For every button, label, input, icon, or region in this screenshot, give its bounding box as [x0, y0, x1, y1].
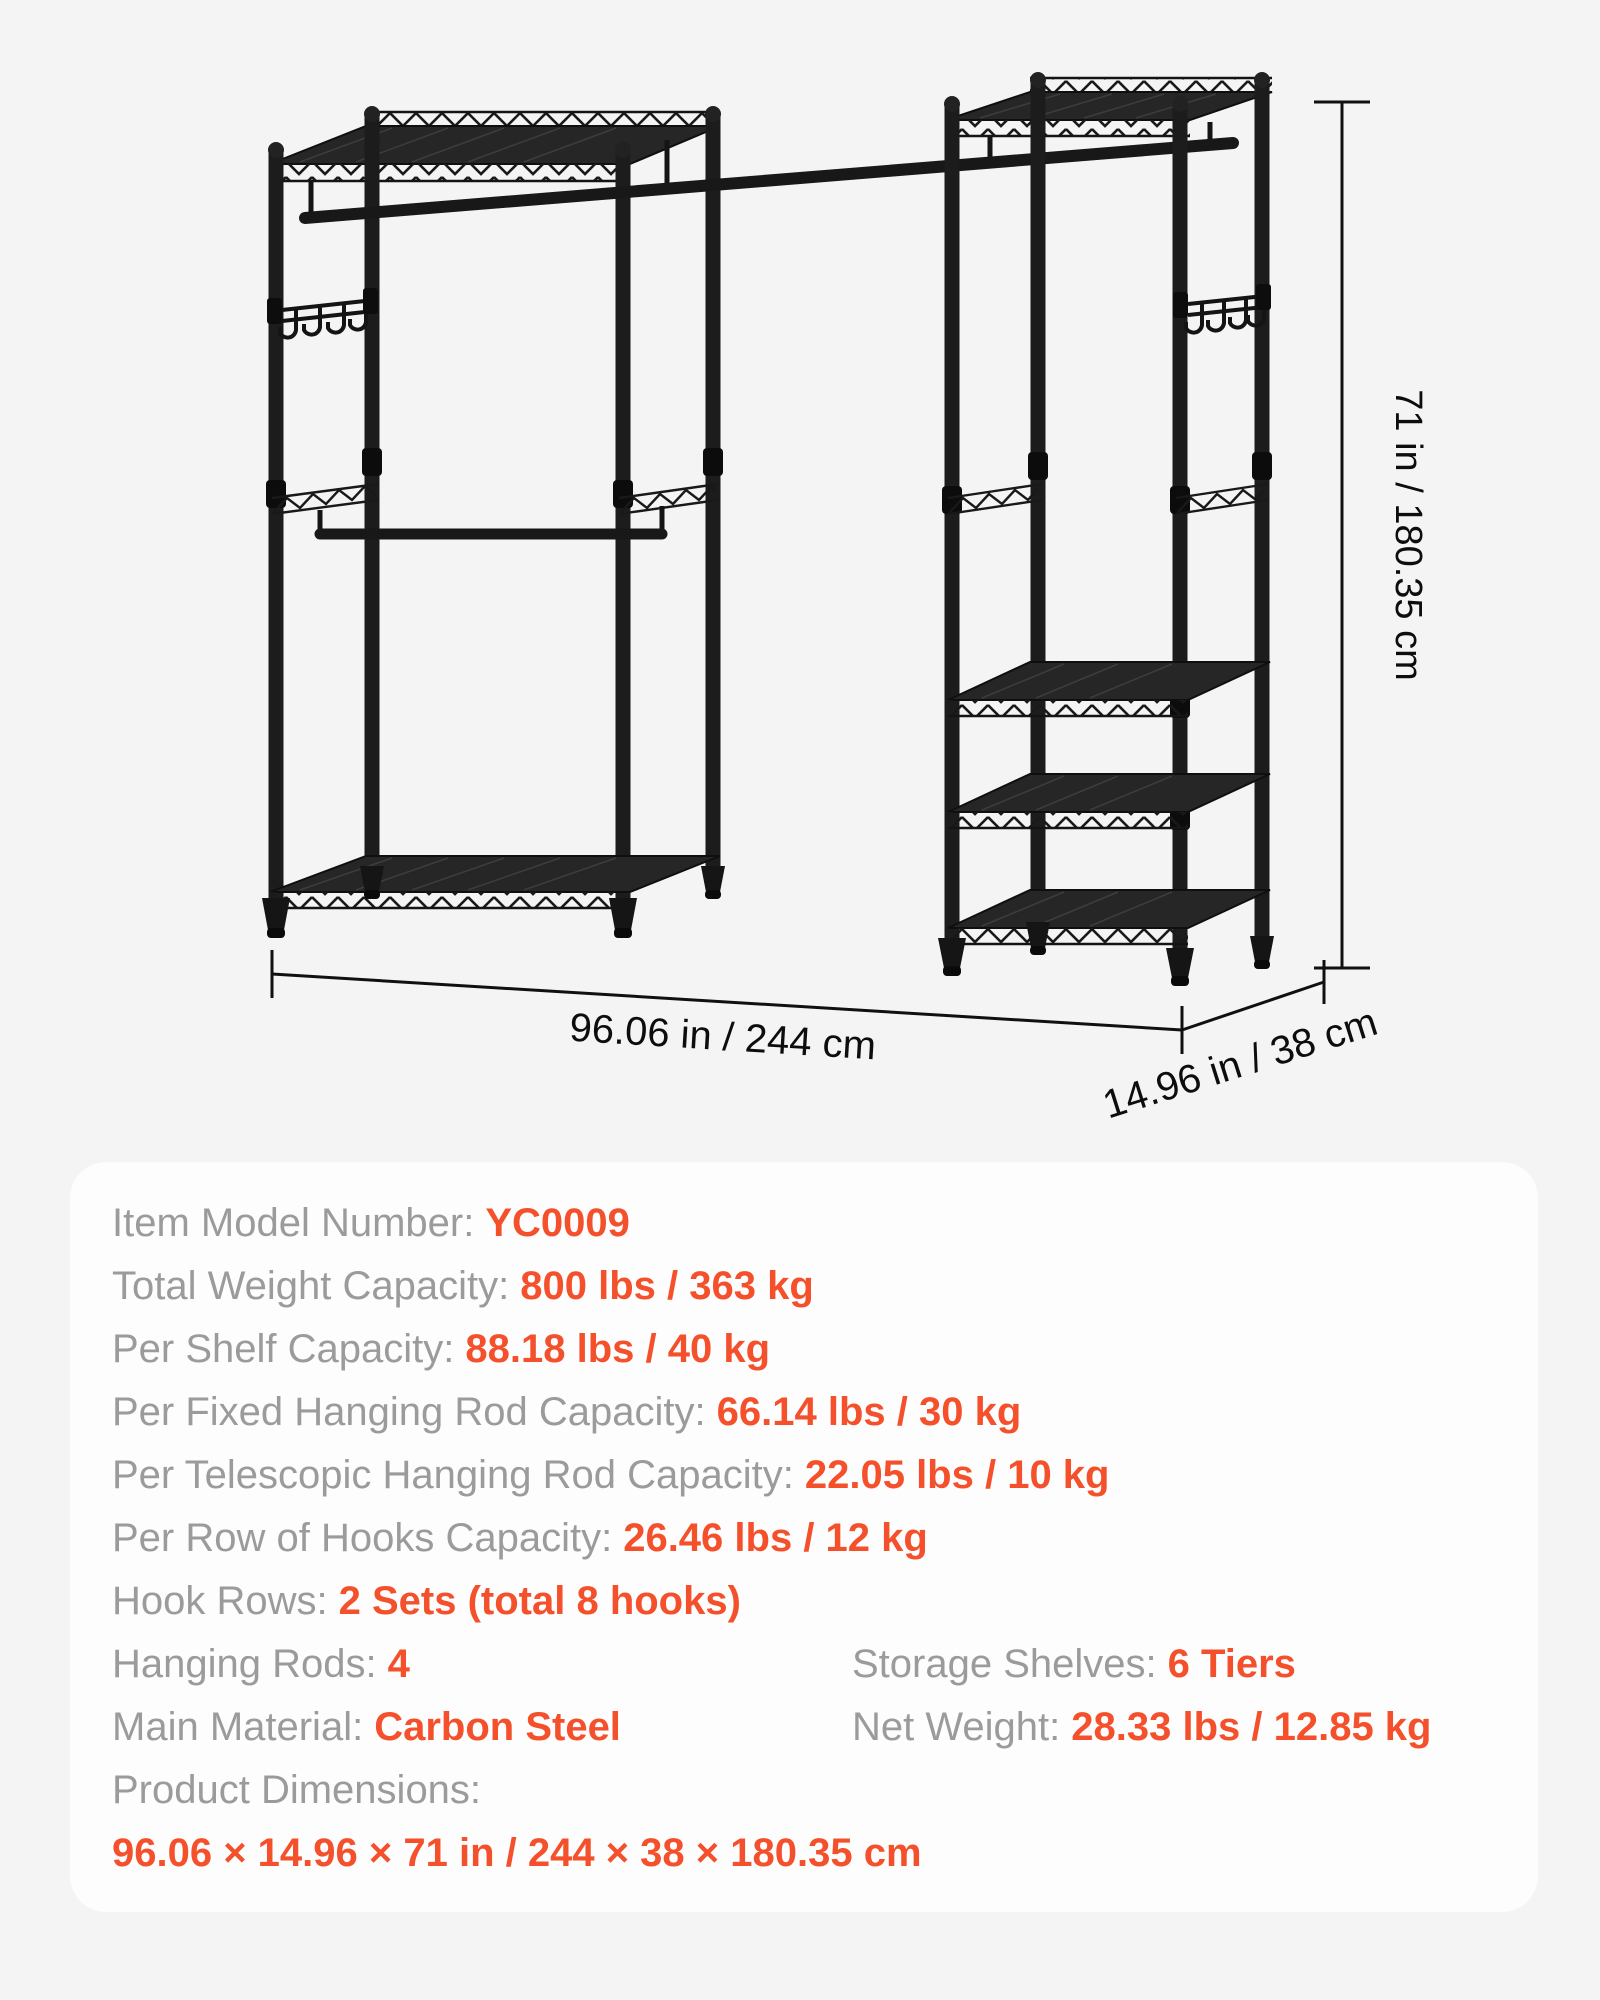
spec-label: Per Row of Hooks Capacity: — [112, 1516, 613, 1560]
spec-label: Per Fixed Hanging Rod Capacity: — [112, 1390, 706, 1434]
spec-value: 88.18 lbs / 40 kg — [465, 1327, 771, 1371]
spec-value: 26.46 lbs / 12 kg — [623, 1516, 928, 1560]
spec-value: 2 Sets (total 8 hooks) — [338, 1579, 741, 1623]
spec-label: Per Shelf Capacity: — [112, 1327, 455, 1371]
left-top-shelf — [270, 112, 720, 181]
depth-dimension-label: 14.96 in / 38 cm — [1097, 999, 1383, 1128]
spec-row-model — [112, 1192, 1496, 1255]
spec-row-hook-rows — [112, 1570, 1496, 1633]
spec-row-hooks-capacity — [112, 1507, 1496, 1570]
right-tower — [938, 72, 1274, 986]
spec-row-material — [112, 1696, 1496, 1759]
spec-value: 22.05 lbs / 10 kg — [804, 1453, 1110, 1497]
right-shelf-3 — [948, 890, 1270, 944]
left-tower — [262, 106, 725, 938]
spec-label: Main Material: — [112, 1705, 364, 1749]
spec-label: Net Weight: — [852, 1705, 1061, 1749]
right-top-shelf — [946, 78, 1272, 136]
spec-label: Total Weight Capacity: — [112, 1264, 510, 1308]
spec-row-shelf-capacity — [112, 1318, 1496, 1381]
spec-value: 6 Tiers — [1167, 1642, 1296, 1686]
spec-row-product-dimensions-value — [112, 1822, 1496, 1885]
spec-value: YC0009 — [485, 1201, 630, 1245]
left-bottom-shelf — [270, 856, 720, 908]
spec-pair-storage-shelves — [852, 1633, 1296, 1696]
height-dimension-label: 71 in / 180.35 cm — [1387, 389, 1429, 681]
spec-value: 28.33 lbs / 12.85 kg — [1071, 1705, 1432, 1749]
hook-row-right — [1173, 284, 1271, 333]
spec-label: Storage Shelves: — [852, 1642, 1157, 1686]
spec-label: Hook Rows: — [112, 1579, 328, 1623]
hook-row-left — [267, 288, 378, 338]
spec-pair-net-weight — [852, 1696, 1431, 1759]
spec-row-fixed-rod-capacity — [112, 1381, 1496, 1444]
spec-value: 96.06 × 14.96 × 71 in / 244 × 38 × 180.35 cm — [112, 1831, 922, 1875]
width-dimension-label: 96.06 in / 244 cm — [568, 1005, 878, 1069]
spec-label: Product Dimensions: — [112, 1768, 482, 1812]
spec-label: Per Telescopic Hanging Rod Capacity: — [112, 1453, 794, 1497]
spec-value: 800 lbs / 363 kg — [520, 1264, 814, 1308]
spec-row-total-capacity — [112, 1255, 1496, 1318]
right-shelf-1 — [948, 662, 1270, 716]
mid-side-bands-left — [272, 484, 718, 514]
mid-side-bands-right — [948, 484, 1268, 514]
spec-value: 4 — [387, 1642, 410, 1686]
spec-row-hanging-rods — [112, 1633, 1496, 1696]
spec-value: 66.14 lbs / 30 kg — [716, 1390, 1022, 1434]
spec-row-product-dimensions-label — [112, 1759, 1496, 1822]
spec-label: Item Model Number: — [112, 1201, 475, 1245]
spec-label: Hanging Rods: — [112, 1642, 377, 1686]
specifications-panel — [70, 1162, 1538, 1912]
spec-row-telescopic-rod-capacity — [112, 1444, 1496, 1507]
spec-value: Carbon Steel — [374, 1705, 621, 1749]
right-shelf-2 — [948, 774, 1270, 828]
